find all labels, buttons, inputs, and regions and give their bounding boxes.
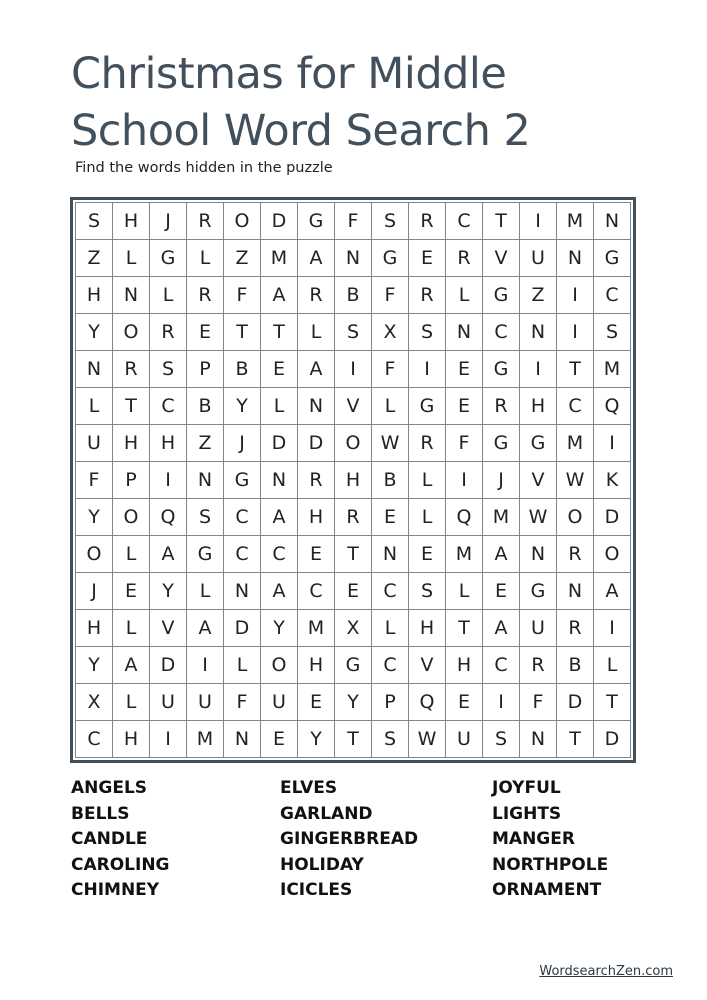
word-list-item: ANGELS (71, 778, 148, 798)
grid-cell[interactable]: H (298, 499, 335, 536)
grid-cell[interactable]: Y (76, 314, 113, 351)
grid-cell[interactable]: A (594, 573, 631, 610)
word-list-item: MANGER (492, 829, 575, 850)
grid-cell[interactable]: V (483, 240, 520, 277)
grid-cell[interactable]: D (298, 425, 335, 462)
grid-cell[interactable]: B (372, 462, 409, 499)
word-column-2 (280, 776, 418, 904)
grid-cell[interactable]: L (224, 647, 261, 684)
grid-cell[interactable]: O (113, 499, 150, 536)
grid-cell[interactable]: A (261, 573, 298, 610)
grid-cell[interactable]: S (409, 314, 446, 351)
grid-cell[interactable]: N (298, 388, 335, 425)
grid-cell[interactable]: H (409, 610, 446, 647)
grid-cell[interactable]: N (594, 203, 631, 240)
word-list-item: ICICLES (280, 880, 353, 901)
grid-cell[interactable]: R (298, 277, 335, 314)
grid-cell[interactable]: G (483, 351, 520, 388)
grid-cell[interactable]: C (224, 536, 261, 573)
grid-cell[interactable]: K (594, 462, 631, 499)
word-list-item: NORTHPOLE (492, 854, 609, 875)
grid-cell[interactable]: X (76, 684, 113, 721)
grid-cell[interactable]: A (150, 536, 187, 573)
grid-cell[interactable]: H (113, 203, 150, 240)
grid-cell[interactable]: D (261, 203, 298, 240)
grid-cell[interactable]: R (483, 388, 520, 425)
word-list-item: ORNAMENT (492, 880, 602, 901)
grid-cell[interactable]: C (150, 388, 187, 425)
grid-cell[interactable]: N (446, 314, 483, 351)
grid-cell[interactable]: A (187, 610, 224, 647)
grid-cell[interactable]: E (335, 573, 372, 610)
word-list-item: HOLIDAY (280, 854, 364, 875)
grid-cell[interactable]: G (150, 240, 187, 277)
grid-cell[interactable]: U (187, 684, 224, 721)
grid-cell[interactable]: G (520, 573, 557, 610)
grid-cell[interactable]: L (113, 684, 150, 721)
grid-cell[interactable]: P (372, 684, 409, 721)
grid-cell[interactable]: Y (335, 684, 372, 721)
grid-cell[interactable]: V (409, 647, 446, 684)
grid-cell[interactable]: N (372, 536, 409, 573)
grid-cell[interactable]: M (261, 240, 298, 277)
grid-cell[interactable]: S (594, 314, 631, 351)
grid-cell[interactable]: R (409, 203, 446, 240)
word-list-item: ELVES (280, 778, 338, 798)
grid-cell[interactable]: J (224, 425, 261, 462)
grid-cell[interactable]: L (409, 462, 446, 499)
word-list-item: CHIMNEY (71, 880, 160, 901)
grid-cell[interactable]: O (594, 536, 631, 573)
grid-cell[interactable]: M (446, 536, 483, 573)
grid-cell[interactable]: A (483, 610, 520, 647)
grid-cell[interactable]: C (76, 721, 113, 758)
grid-cell[interactable]: L (150, 277, 187, 314)
grid-cell[interactable]: Y (261, 610, 298, 647)
grid-cell[interactable]: R (409, 425, 446, 462)
grid-cell[interactable]: O (113, 314, 150, 351)
grid-cell[interactable]: S (409, 573, 446, 610)
grid-cell[interactable]: R (446, 240, 483, 277)
grid-cell[interactable]: Y (76, 647, 113, 684)
grid-cell[interactable]: N (224, 721, 261, 758)
grid-cell[interactable]: F (372, 277, 409, 314)
grid-cell[interactable]: D (594, 499, 631, 536)
grid-cell[interactable]: B (557, 647, 594, 684)
grid-cell[interactable]: C (483, 314, 520, 351)
grid-cell[interactable]: C (298, 573, 335, 610)
grid-cell[interactable]: Y (224, 388, 261, 425)
grid-cell[interactable]: E (446, 684, 483, 721)
grid-cell[interactable]: R (113, 351, 150, 388)
grid-cell[interactable]: R (187, 203, 224, 240)
grid-cell[interactable]: A (298, 351, 335, 388)
grid-cell[interactable]: S (150, 351, 187, 388)
grid-cell[interactable]: N (557, 573, 594, 610)
word-list-item: LIGHTS (492, 803, 562, 824)
grid-cell[interactable]: H (446, 647, 483, 684)
grid-cell[interactable]: Z (520, 277, 557, 314)
grid-cell[interactable]: D (594, 721, 631, 758)
grid-cell[interactable]: G (483, 425, 520, 462)
grid-cell[interactable]: W (409, 721, 446, 758)
grid-cell[interactable]: T (335, 536, 372, 573)
grid-cell[interactable]: U (520, 610, 557, 647)
grid-cell[interactable]: R (150, 314, 187, 351)
letter-grid (75, 202, 631, 758)
grid-cell[interactable]: T (483, 203, 520, 240)
grid-cell[interactable]: D (557, 684, 594, 721)
grid-cell[interactable]: W (372, 425, 409, 462)
grid-cell[interactable]: F (76, 462, 113, 499)
grid-cell[interactable]: L (187, 240, 224, 277)
grid-cell[interactable]: M (557, 425, 594, 462)
grid-cell[interactable]: O (76, 536, 113, 573)
grid-cell[interactable]: E (298, 536, 335, 573)
grid-cell[interactable]: T (557, 351, 594, 388)
grid-cell[interactable]: I (594, 610, 631, 647)
grid-cell[interactable]: F (224, 277, 261, 314)
grid-cell[interactable]: E (113, 573, 150, 610)
grid-cell[interactable]: C (446, 203, 483, 240)
grid-cell[interactable]: R (187, 277, 224, 314)
grid-cell[interactable]: E (446, 351, 483, 388)
grid-cell[interactable]: E (372, 499, 409, 536)
grid-cell[interactable]: R (557, 536, 594, 573)
grid-cell[interactable]: T (224, 314, 261, 351)
grid-cell[interactable]: Q (594, 388, 631, 425)
grid-cell[interactable]: L (372, 388, 409, 425)
grid-cell[interactable]: C (372, 647, 409, 684)
grid-cell[interactable]: B (187, 388, 224, 425)
grid-cell[interactable]: I (594, 425, 631, 462)
grid-cell[interactable]: L (113, 610, 150, 647)
title-line-2: School Word Search 2 (71, 106, 531, 156)
grid-cell[interactable]: E (409, 240, 446, 277)
grid-cell[interactable]: A (483, 536, 520, 573)
grid-cell[interactable]: O (261, 647, 298, 684)
grid-cell[interactable]: I (557, 277, 594, 314)
grid-cell[interactable]: L (261, 388, 298, 425)
grid-cell[interactable]: E (409, 536, 446, 573)
grid-cell[interactable]: E (261, 721, 298, 758)
grid-cell[interactable]: T (557, 721, 594, 758)
grid-cell[interactable]: G (520, 425, 557, 462)
grid-cell[interactable]: R (557, 610, 594, 647)
grid-cell[interactable]: A (113, 647, 150, 684)
grid-cell[interactable]: H (150, 425, 187, 462)
grid-cell[interactable]: I (187, 647, 224, 684)
grid-cell[interactable]: C (372, 573, 409, 610)
grid-cell[interactable]: J (150, 203, 187, 240)
grid-cell[interactable]: Q (446, 499, 483, 536)
grid-cell[interactable]: V (335, 388, 372, 425)
grid-cell[interactable]: V (150, 610, 187, 647)
grid-cell[interactable]: C (557, 388, 594, 425)
grid-cell[interactable]: B (335, 277, 372, 314)
grid-cell[interactable]: D (261, 425, 298, 462)
grid-cell[interactable]: U (76, 425, 113, 462)
grid-cell[interactable]: G (224, 462, 261, 499)
grid-cell[interactable]: N (520, 721, 557, 758)
grid-cell[interactable]: E (446, 388, 483, 425)
grid-cell[interactable]: N (187, 462, 224, 499)
grid-cell[interactable]: F (335, 203, 372, 240)
grid-cell[interactable]: N (113, 277, 150, 314)
grid-cell[interactable]: M (483, 499, 520, 536)
word-list-item: GARLAND (280, 803, 373, 824)
grid-cell[interactable]: I (520, 351, 557, 388)
grid-cell[interactable]: C (483, 647, 520, 684)
word-list-item: CANDLE (71, 829, 148, 850)
grid-cell[interactable]: J (76, 573, 113, 610)
grid-cell[interactable]: A (298, 240, 335, 277)
grid-cell[interactable]: X (335, 610, 372, 647)
grid-cell[interactable]: P (113, 462, 150, 499)
grid-cell[interactable]: T (261, 314, 298, 351)
grid-cell[interactable]: C (224, 499, 261, 536)
grid-cell[interactable]: L (372, 610, 409, 647)
grid-cell[interactable]: G (335, 647, 372, 684)
word-list-item: GINGERBREAD (280, 829, 419, 850)
grid-cell[interactable]: L (113, 536, 150, 573)
grid-cell[interactable]: M (594, 351, 631, 388)
grid-cell[interactable]: T (446, 610, 483, 647)
word-list (71, 776, 671, 906)
page-title (71, 46, 671, 160)
grid-cell[interactable]: T (335, 721, 372, 758)
grid-cell[interactable]: Y (150, 573, 187, 610)
grid-cell[interactable]: I (483, 684, 520, 721)
site-credit-link[interactable]: WordsearchZen.com (539, 964, 673, 979)
grid-cell[interactable]: O (557, 499, 594, 536)
instructions: Find the words hidden in the puzzle (75, 160, 333, 176)
grid-cell[interactable]: L (446, 573, 483, 610)
grid-cell[interactable]: N (520, 314, 557, 351)
grid-cell[interactable]: F (520, 684, 557, 721)
grid-cell[interactable]: G (372, 240, 409, 277)
grid-cell[interactable]: V (520, 462, 557, 499)
grid-cell[interactable]: G (409, 388, 446, 425)
grid-cell[interactable]: L (76, 388, 113, 425)
grid-cell[interactable]: M (298, 610, 335, 647)
puzzle-frame (70, 197, 636, 763)
grid-cell[interactable]: G (594, 240, 631, 277)
grid-cell[interactable]: H (520, 388, 557, 425)
grid-cell[interactable]: B (224, 351, 261, 388)
grid-cell[interactable]: U (520, 240, 557, 277)
grid-cell[interactable]: O (335, 425, 372, 462)
grid-cell[interactable]: H (335, 462, 372, 499)
grid-cell[interactable]: D (150, 647, 187, 684)
grid-cell[interactable]: H (113, 425, 150, 462)
grid-cell[interactable]: G (298, 203, 335, 240)
grid-cell[interactable]: C (261, 536, 298, 573)
grid-cell[interactable]: I (335, 351, 372, 388)
grid-cell[interactable]: H (113, 721, 150, 758)
grid-cell[interactable]: L (113, 240, 150, 277)
grid-cell[interactable]: S (76, 203, 113, 240)
grid-cell[interactable]: I (150, 721, 187, 758)
grid-cell[interactable]: E (483, 573, 520, 610)
grid-cell[interactable]: Y (76, 499, 113, 536)
grid-cell[interactable]: G (483, 277, 520, 314)
grid-cell[interactable]: P (187, 351, 224, 388)
grid-cell[interactable]: M (557, 203, 594, 240)
grid-cell[interactable]: S (372, 721, 409, 758)
word-list-item: JOYFUL (492, 778, 561, 798)
grid-cell[interactable]: Q (150, 499, 187, 536)
grid-cell[interactable]: L (409, 499, 446, 536)
grid-cell[interactable]: I (520, 203, 557, 240)
grid-cell[interactable]: S (335, 314, 372, 351)
grid-cell[interactable]: M (187, 721, 224, 758)
word-list-item: CAROLING (71, 854, 170, 875)
grid-cell[interactable]: O (224, 203, 261, 240)
grid-cell[interactable]: U (150, 684, 187, 721)
word-column-1 (71, 776, 170, 904)
grid-cell[interactable]: R (335, 499, 372, 536)
grid-cell[interactable]: I (446, 462, 483, 499)
grid-cell[interactable]: L (298, 314, 335, 351)
grid-cell[interactable]: F (372, 351, 409, 388)
word-list-item: BELLS (71, 803, 130, 824)
grid-cell[interactable]: L (187, 573, 224, 610)
grid-cell[interactable]: S (483, 721, 520, 758)
grid-cell[interactable]: D (224, 610, 261, 647)
grid-cell[interactable]: Z (187, 425, 224, 462)
grid-cell[interactable]: I (150, 462, 187, 499)
grid-cell[interactable]: H (76, 277, 113, 314)
grid-cell[interactable]: U (261, 684, 298, 721)
grid-cell[interactable]: X (372, 314, 409, 351)
grid-cell[interactable]: C (594, 277, 631, 314)
grid-cell[interactable]: S (187, 499, 224, 536)
grid-cell[interactable]: R (520, 647, 557, 684)
grid-cell[interactable]: F (446, 425, 483, 462)
grid-cell[interactable]: Q (409, 684, 446, 721)
grid-cell[interactable]: N (557, 240, 594, 277)
grid-cell[interactable]: E (261, 351, 298, 388)
grid-cell[interactable]: S (372, 203, 409, 240)
grid-cell[interactable]: I (557, 314, 594, 351)
grid-cell[interactable]: R (298, 462, 335, 499)
grid-cell[interactable]: U (446, 721, 483, 758)
grid-cell[interactable]: A (261, 277, 298, 314)
grid-cell[interactable]: H (76, 610, 113, 647)
grid-cell[interactable]: N (520, 536, 557, 573)
grid-cell[interactable]: R (409, 277, 446, 314)
grid-cell[interactable]: N (335, 240, 372, 277)
grid-cell[interactable]: E (298, 684, 335, 721)
grid-cell[interactable]: G (187, 536, 224, 573)
grid-cell[interactable]: J (483, 462, 520, 499)
grid-cell[interactable]: I (409, 351, 446, 388)
grid-cell[interactable]: T (594, 684, 631, 721)
grid-cell[interactable]: N (261, 462, 298, 499)
grid-cell[interactable]: L (594, 647, 631, 684)
grid-cell[interactable]: L (446, 277, 483, 314)
grid-cell[interactable]: N (224, 573, 261, 610)
grid-cell[interactable]: H (298, 647, 335, 684)
grid-cell[interactable]: T (113, 388, 150, 425)
grid-cell[interactable]: A (261, 499, 298, 536)
grid-cell[interactable]: N (76, 351, 113, 388)
grid-cell[interactable]: Z (224, 240, 261, 277)
grid-cell[interactable]: Z (76, 240, 113, 277)
grid-cell[interactable]: W (557, 462, 594, 499)
grid-cell[interactable]: E (187, 314, 224, 351)
title-line-1: Christmas for Middle (71, 49, 507, 99)
grid-cell[interactable]: Y (298, 721, 335, 758)
word-column-3 (492, 776, 608, 904)
grid-cell[interactable]: W (520, 499, 557, 536)
grid-cell[interactable]: F (224, 684, 261, 721)
